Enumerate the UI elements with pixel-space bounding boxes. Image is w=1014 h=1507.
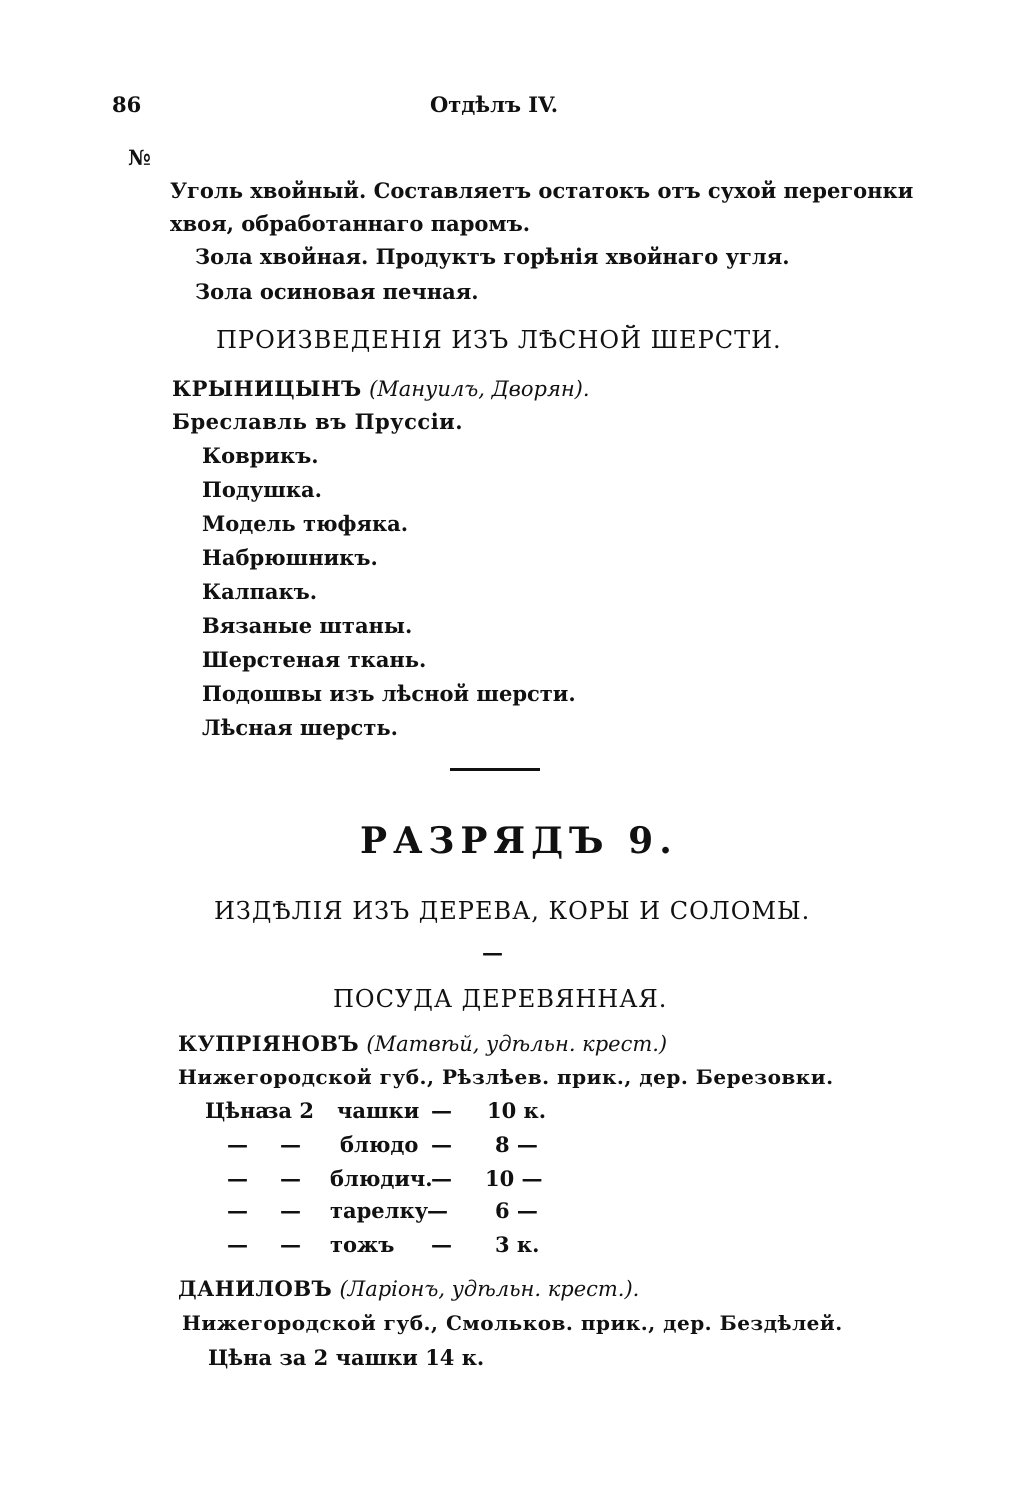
list-item: Коврикъ. [202,443,319,468]
list-item: Модель тюфяка. [202,511,409,536]
dash-divider: — [482,940,503,965]
exhibitor-detail: (Матвѣй, удѣльн. крест.) [366,1032,668,1056]
numero-mark: № [128,145,151,170]
exhibitor-detail: (Ларіонъ, удѣльн. крест.). [339,1277,640,1301]
price-col-item: тожъ [330,1232,395,1257]
exhibitor-detail: (Мануилъ, Дворян). [369,377,590,401]
price-col-qty: за 2 [265,1098,314,1123]
price-col-price: 8 — [495,1132,538,1157]
price-col-dash: — [431,1098,452,1123]
list-item: Набрюшникъ. [202,545,378,570]
list-item: Калпакъ. [202,579,318,604]
exhibitor-name: ДАНИЛОВЪ [178,1276,333,1301]
price-col-qty: — [280,1166,301,1191]
exhibitor-location: Бреславль въ Пруссіи. [172,409,464,434]
exhibitor-location: Нижегородской губ., Смольков. прик., дер. Бездѣлей. [182,1311,843,1335]
price-col-price: 10 — [485,1166,543,1191]
exhibitor-name: КРЫНИЦЫНЪ [172,376,362,401]
section-divider [450,768,540,771]
price-col-label: — [227,1132,248,1157]
price-col-item: блюдо [340,1132,419,1157]
price-col-dash: — [431,1166,452,1191]
intro-line: Зола хвойная. Продуктъ горѣнія хвойнаго угля. [195,244,790,269]
price-col-qty: — [280,1198,301,1223]
price-col-item: чашки [337,1098,420,1123]
price-col-dash: — [431,1232,452,1257]
list-item: Подушка. [202,477,322,502]
price-col-item: блюдич. [330,1166,433,1191]
exhibitor-entry [172,376,590,401]
price-col-qty: — [280,1232,301,1257]
price-col-label: — [227,1198,248,1223]
intro-line: Уголь хвойный. Составляетъ остатокъ отъ сухой перегонки [170,178,914,203]
price-col-label: Цѣна [205,1098,270,1123]
intro-line: хвоя, обработаннаго паромъ. [170,211,531,236]
list-item: Вязаные штаны. [202,613,413,638]
price-col-item: тарелку [330,1198,429,1223]
list-item: Лѣсная шерсть. [202,715,398,740]
category-subtitle: ИЗДѢЛІЯ ИЗЪ ДЕРЕВА, КОРЫ И СОЛОМЫ. [214,897,811,925]
page-number: 86 [112,92,142,117]
list-item: Подошвы изъ лѣсной шерсти. [202,681,576,706]
price-col-price: 6 — [495,1198,538,1223]
price-col-price: 3 к. [495,1232,540,1257]
section-heading: ПРОИЗВЕДЕНІЯ ИЗЪ ЛѢСНОЙ ШЕРСТИ. [216,326,782,354]
running-title: Отдѣлъ IV. [430,92,559,117]
section-heading: ПОСУДА ДЕРЕВЯННАЯ. [333,985,668,1013]
category-title: РАЗРЯДЪ 9. [360,820,678,862]
price-col-price: 10 к. [487,1098,547,1123]
price-col-dash: — [427,1198,448,1223]
exhibitor-name: КУПРІЯНОВЪ [178,1031,360,1056]
exhibitor-entry [178,1276,639,1301]
price-line: Цѣна за 2 чашки 14 к. [208,1345,485,1370]
list-item: Шерстеная ткань. [202,647,427,672]
intro-line: Зола осиновая печная. [195,279,479,304]
price-col-dash: — [431,1132,452,1157]
exhibitor-entry [178,1031,667,1056]
price-col-label: — [227,1166,248,1191]
price-col-label: — [227,1232,248,1257]
price-col-qty: — [280,1132,301,1157]
exhibitor-location: Нижегородской губ., Рѣзлѣев. прик., дер. Березовки. [178,1065,834,1089]
